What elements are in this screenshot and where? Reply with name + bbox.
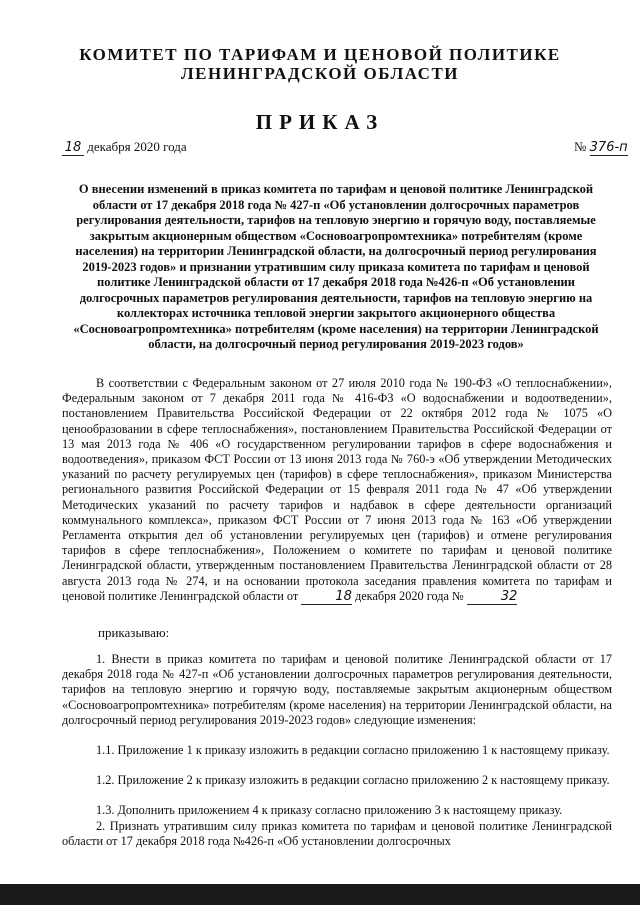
item-2: 2. Признать утратившим силу приказ комитета по тарифам и ценовой политике Ленинградской области от 17 декабря 2018 года №426-п «Об установлении долгосрочных [62, 819, 612, 849]
item-1-1: 1.1. Приложение 1 к приказу изложить в редакции согласно приложению 1 к настоящему приказу. [96, 743, 610, 757]
order-number [574, 139, 628, 156]
order-date-rest: декабря 2020 года [87, 139, 187, 154]
preamble-paragraph [62, 376, 612, 605]
item-1: 1. Внести в приказ комитета по тарифам и ценовой политике Ленинградской области от 17 декабря 2018 года № 427-п «Об установлении долгосрочных параметров регулирования деятельности, тарифов на тепловую энергию и горячую воду, поставляемые закрытым акционерным обществом «Сосновоагропромтехника» потребителям (кроме населения) на территории Ленинградской области, на долгосрочный период регулирования 2019-2023 годов» следующие изменения: [62, 652, 612, 727]
order-number-value: 376-п [589, 140, 628, 155]
decree-word: приказываю: [98, 625, 170, 640]
order-date-day: 18 [62, 141, 84, 156]
order-subject: О внесении изменений в приказ комитета по тарифам и ценовой политике Ленинградской области от 17 декабря 2018 года № 427-п «Об установлении долгосрочных параметров регулирования деятельности, тарифов на тепловую энергию и горячую воду, поставляемые закрытым акционерным обществом «Сосновоагропромтехника» потребителям (кроме населения) на территории Ленинградской области, на долгосрочный период регулирования 2019-2023 годов» и признании утратившим силу приказа комитета по тарифам и ценовой политике Ленинградской области от 17 декабря 2018 года №426-п «Об установлении долгосрочных параметров регулирования деятельности, тарифов на тепловую энергию на коллекторах источника тепловой энергии закрытого акционерного общества «Сосновоагропромтехника» потребителям (кроме населения) на территории Ленинградской области, на долгосрочный период регулирования 2019-2023 годов» [73, 182, 599, 351]
committee-name-line1: КОМИТЕТ ПО ТАРИФАМ И ЦЕНОВОЙ ПОЛИТИКЕ [79, 45, 561, 64]
order-number-prefix: № [574, 139, 587, 154]
protocol-number: 32 [467, 590, 518, 605]
order-date [62, 139, 187, 156]
committee-name-line2: ЛЕНИНГРАДСКОЙ ОБЛАСТИ [180, 64, 460, 83]
item-1-3: 1.3. Дополнить приложением 4 к приказу согласно приложению 3 к настоящему приказу. [96, 803, 563, 817]
item-1-2: 1.2. Приложение 2 к приказу изложить в редакции согласно приложению 2 к настоящему приказу. [96, 773, 610, 787]
protocol-date-day: 18 [301, 590, 352, 605]
scan-edge-bar [0, 884, 640, 905]
preamble-text: В соответствии с Федеральным законом от 27 июля 2010 года № 190-ФЗ «О теплоснабжении», Федеральным законом от 7 декабря 2011 года № 416-ФЗ «О водоснабжении и водоотведении», постановлением Правительства Российской Федерации от 22 октября 2012 года № 1075 «О ценообразовании в сфере теплоснабжения», постановлением Правительства Российской Федерации от 13 мая 2013 года № 406 «О государственном регулировании тарифов в сфере водоснабжения и водоотведения», приказом ФСТ России от 13 июня 2013 года № 760-э «Об утверждении Методических указаний по расчету регулируемых цен (тарифов) в сфере теплоснабжения», приказом Министерства регионального развития Российской Федерации от 15 февраля 2011 года № 47 «Об утверждении Методических указаний по расчету тарифов и надбавок в сфере деятельности организаций коммунального комплекса», приказом ФСТ России от 7 июня 2013 года № 163 «Об утверждении Регламента открытия дел об установлении регулируемых цен (тарифов) и отмене регулирования тарифов в сфере теплоснабжения», Положением о комитете по тарифам и ценовой политике Ленинградской области, утвержденным постановлением Правительства Ленинградской области от 28 августа 2013 года № 274, и на основании протокола заседания правления комитета по тарифам и ценовой политике Ленинградской области от [62, 376, 612, 603]
order-title: ПРИКАЗ [255, 110, 385, 134]
protocol-date-rest: декабря 2020 года № [354, 588, 464, 603]
